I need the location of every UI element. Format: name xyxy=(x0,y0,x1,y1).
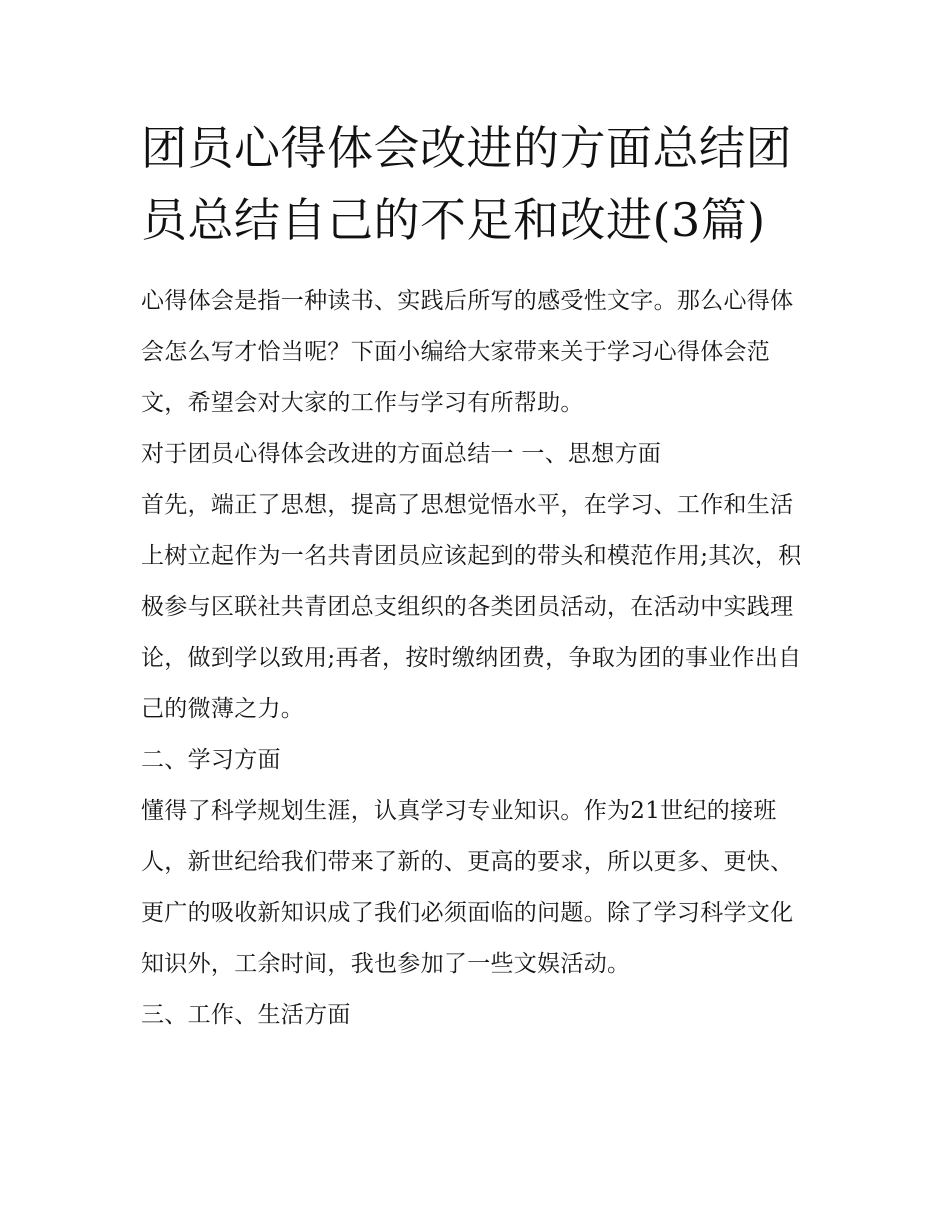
section-heading-thought: 对于团员心得体会改进的方面总结一 一、思想方面 xyxy=(141,441,662,467)
section-heading-work-life: 三、工作、生活方面 xyxy=(141,1002,351,1028)
document-content xyxy=(141,112,813,1041)
paragraph-intro: 心得体会是指一种读书、实践后所写的感受性文字。那么心得体会怎么写才恰当呢？下面小编给大家带来关于学习心得体会范文，希望会对大家的工作与学习有所帮助。 xyxy=(141,288,794,416)
paragraph-study: 懂得了科学规划生涯，认真学习专业知识。作为21世纪的接班人，新世纪给我们带来了新的、更高的要求，所以更多、更快、更广的吸收新知识成了我们必须面临的问题。除了学习科学文化知识外，工余时间，我也参加了一些文娱活动。 xyxy=(141,798,794,977)
document-body xyxy=(141,276,813,1041)
document-title: 团员心得体会改进的方面总结团员总结自己的不足和改进(3篇) xyxy=(141,121,792,247)
paragraph-thought: 首先，端正了思想，提高了思想觉悟水平，在学习、工作和生活上树立起作为一名共青团员应该起到的带头和模范作用;其次，积极参与区联社共青团总支组织的各类团员活动，在活动中实践理论，做到学以致用;再者，按时缴纳团费，争取为团的事业作出自己的微薄之力。 xyxy=(141,492,802,722)
section-heading-study: 二、学习方面 xyxy=(141,747,281,773)
